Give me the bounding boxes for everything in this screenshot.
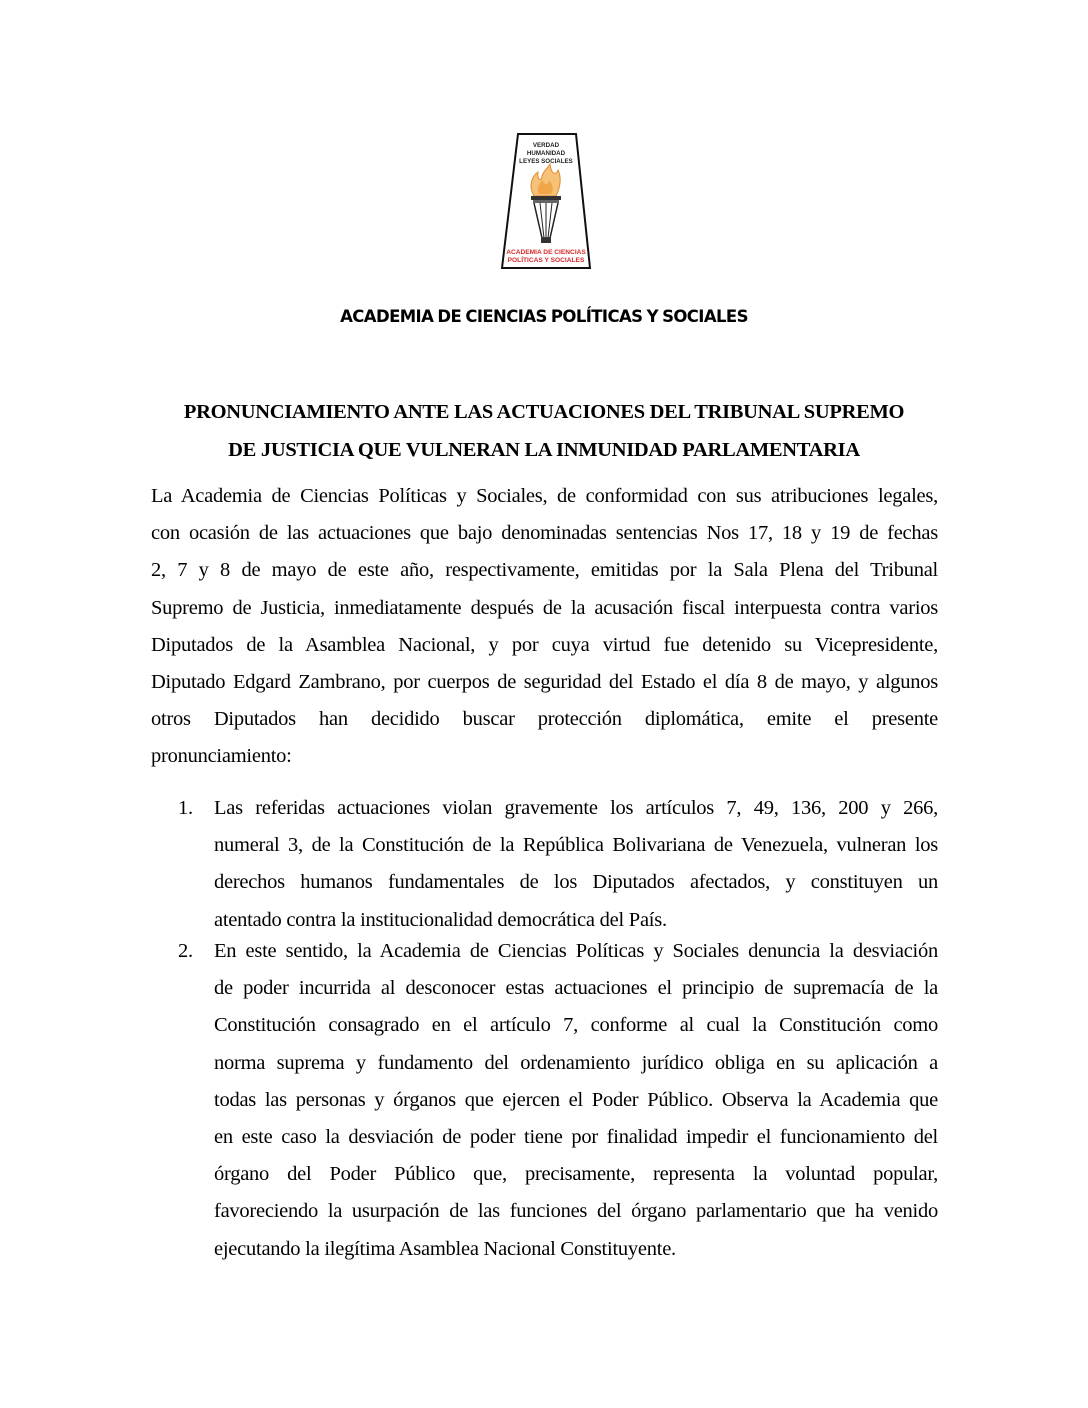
item-line: ejecutando la ilegítima Asamblea Nacional Constituyente.: [214, 1237, 676, 1260]
item-line: numeral 3, de la Constitución de la República Bolivariana de Venezuela, vulneran los: [214, 834, 938, 857]
paragraph-line: 2, 7 y 8 de mayo de este año, respectivamente, emitidas por la Sala Plena del Tribunal: [151, 559, 938, 582]
item-line: Constitución consagrado en el artículo 7, conforme al cual la Constitución como: [214, 1014, 938, 1037]
logo-motto-line-2: HUMANIDAD: [526, 150, 566, 157]
item-number: 2.: [178, 940, 193, 962]
logo-name-line-2: POLÍTICAS Y SOCIALES: [507, 257, 585, 264]
organization-header: ACADEMIA DE CIENCIAS POLÍTICAS Y SOCIALES: [340, 307, 748, 326]
item-text: [214, 790, 938, 939]
logo-name-line-1: ACADEMIA DE CIENCIAS: [506, 249, 586, 256]
paragraph-line: otros Diputados han decidido buscar protección diplomática, emite el presente: [151, 708, 938, 731]
item-line: En este sentido, la Academia de Ciencias Políticas y Sociales denuncia la desviación: [214, 940, 938, 962]
item-line: órgano del Poder Público que, precisamente, representa la voluntad popular,: [214, 1163, 938, 1186]
title-line: PRONUNCIAMIENTO ANTE LAS ACTUACIONES DEL TRIBUNAL SUPREMO: [183, 401, 905, 423]
item-line: de poder incurrida al desconocer estas actuaciones el principio de supremacía de la: [214, 977, 938, 1000]
item-line: Las referidas actuaciones violan gravemente los artículos 7, 49, 136, 200 y 266,: [214, 797, 938, 819]
paragraph-line: Diputado Edgard Zambrano, por cuerpos de seguridad del Estado el día 8 de mayo, y algunos: [151, 670, 938, 693]
intro-paragraph: [151, 478, 938, 776]
title-line: DE JUSTICIA QUE VULNERAN LA INMUNIDAD PARLAMENTARIA: [228, 439, 860, 461]
academy-logo: [498, 130, 594, 272]
logo-motto-line-1: VERDAD: [532, 142, 560, 149]
paragraph-line: con ocasión de las actuaciones que bajo denominadas sentencias Nos 17, 18 y 19 de fechas: [151, 522, 938, 545]
item-line: derechos humanos fundamentales de los Diputados afectados, y constituyen un: [214, 871, 938, 894]
logo-motto-line-3: LEYES SOCIALES: [519, 158, 573, 165]
item-line: norma suprema y fundamento del ordenamiento jurídico obliga en su aplicación a: [214, 1051, 938, 1074]
item-line: en este caso la desviación de poder tiene por finalidad impedir el funcionamiento del: [214, 1125, 938, 1148]
document-title: [140, 393, 948, 469]
paragraph-line: Supremo de Justicia, inmediatamente después de la acusación fiscal interpuesta contra varios: [151, 596, 938, 619]
paragraph-line: Diputados de la Asamblea Nacional, y por cuya virtud fue detenido su Vicepresidente,: [151, 633, 938, 656]
item-text: [214, 933, 938, 1268]
paragraph-line: pronunciamiento:: [151, 745, 292, 768]
item-line: todas las personas y órganos que ejercen el Poder Público. Observa la Academia que: [214, 1088, 938, 1111]
item-line: atentado contra la institucionalidad democrática del País.: [214, 908, 667, 931]
item-line: favoreciendo la usurpación de las funciones del órgano parlamentario que ha venido: [214, 1200, 938, 1223]
paragraph-line: La Academia de Ciencias Políticas y Sociales, de conformidad con sus atribuciones legales,: [151, 485, 938, 507]
item-number: 1.: [178, 797, 193, 819]
